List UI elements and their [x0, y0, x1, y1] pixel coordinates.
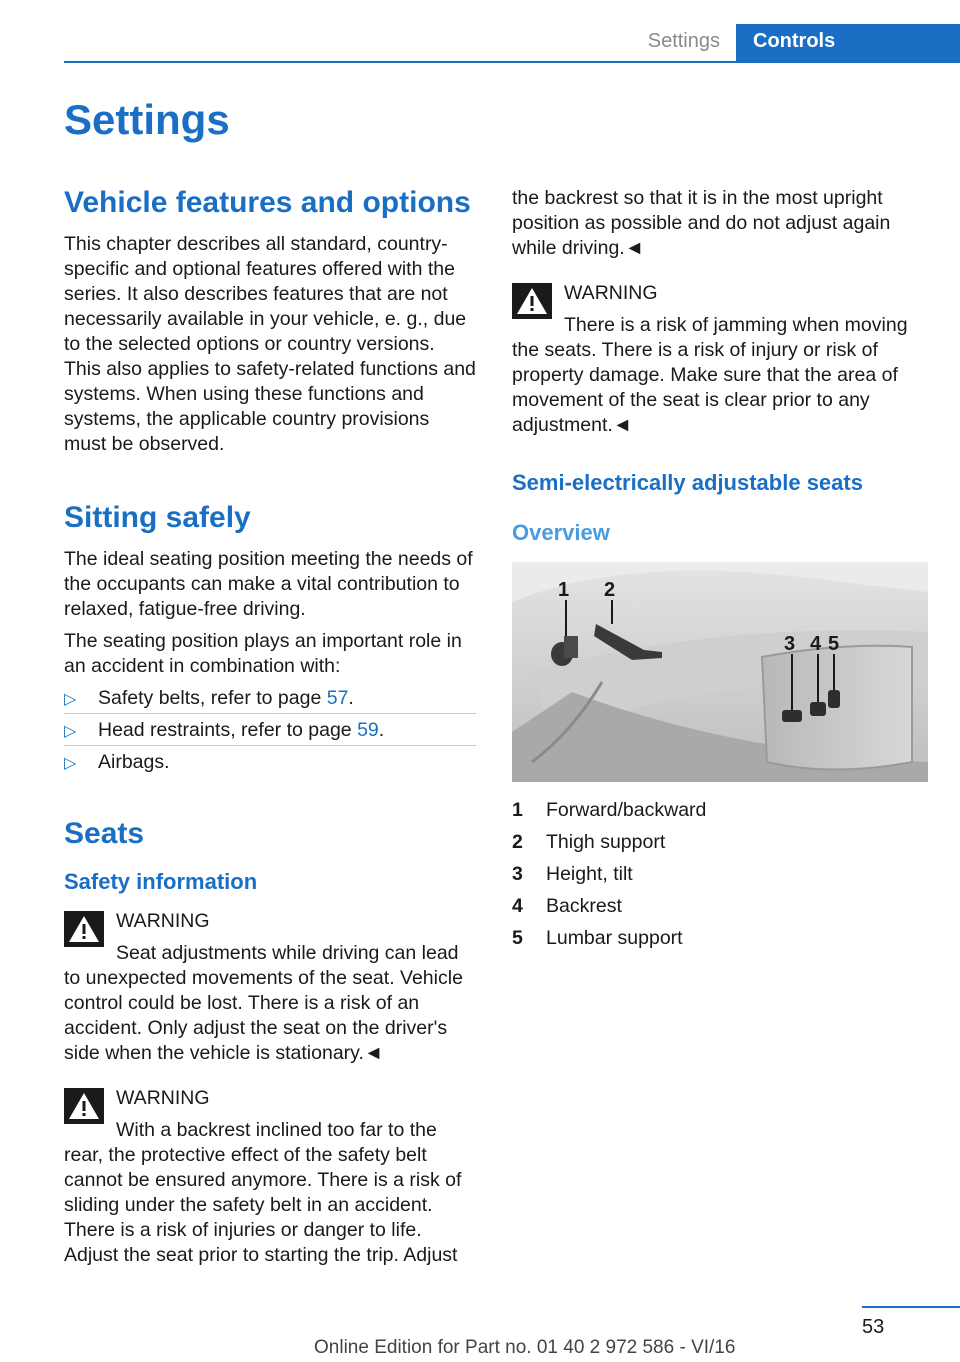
right-column — [512, 186, 928, 954]
warning-box — [64, 907, 476, 1066]
legend-item — [512, 826, 928, 858]
legend-label: Height, tilt — [546, 863, 633, 885]
page-title: Settings — [64, 96, 230, 143]
figure-label-2: 2 — [604, 579, 616, 601]
figure-label-5: 5 — [828, 633, 840, 655]
legend-number: 3 — [512, 863, 523, 885]
legend-label: Forward/backward — [546, 799, 707, 821]
triangle-bullet-icon: ▷ — [64, 755, 77, 772]
vehicle-features-heading: Vehicle features and options — [64, 186, 471, 219]
warning-title: WARNING — [564, 282, 658, 304]
header-section-label: Settings — [647, 30, 720, 52]
triangle-bullet-icon: ▷ — [64, 691, 77, 708]
warning-triangle-icon — [64, 911, 104, 947]
legend-label: Lumbar support — [546, 927, 683, 949]
seat-illustration — [512, 562, 928, 782]
edition-footer: Online Edition for Part no. 01 40 2 972 586 - VI/16 — [314, 1337, 736, 1358]
legend-number: 4 — [512, 895, 523, 917]
list-item: ▷ Head restraints, refer to page 59. — [64, 718, 476, 743]
semi-electric-seats-heading: Semi-electrically adjustable seats — [512, 470, 863, 495]
header-chapter-tab: Controls — [736, 24, 960, 62]
warning-body: With a backrest inclined too far to the rear, the protective effect of the safety belt cannot be ensured anymore. There is a risk of sliding under the safety belt in an accident. There is a risk of injuries or danger to life. Adjust the seat prior to starting the trip. Adjust — [64, 1119, 462, 1266]
warning-title: WARNING — [116, 910, 210, 932]
header-rule — [64, 61, 960, 63]
warning-body: There is a risk of jamming when moving the seats. There is a risk of injury or risk of property damage. Make sure that the area of movement of the seat is clear prior to any adjustment.◄ — [512, 314, 908, 436]
legend-item — [512, 890, 928, 922]
list-divider — [64, 745, 476, 746]
legend-number: 1 — [512, 799, 523, 821]
warning-body: Seat adjustments while driving can lead to unexpected movements of the seat. Vehicle control could be lost. There is a risk of an accident. Only adjust the seat on the driver's side when the vehicle is stationary.◄ — [64, 942, 463, 1064]
seats-heading: Seats — [64, 817, 145, 850]
figure-label-4: 4 — [810, 633, 822, 655]
legend-item — [512, 794, 928, 826]
warning-triangle-icon — [512, 283, 552, 319]
footer-rule — [862, 1306, 960, 1308]
warning-box — [64, 1084, 476, 1268]
warning-triangle-icon — [64, 1088, 104, 1124]
seat-controls-figure — [512, 562, 928, 782]
triangle-bullet-icon: ▷ — [64, 723, 77, 740]
figure-legend — [512, 794, 928, 954]
list-item: ▷ Airbags. — [64, 750, 476, 775]
sitting-safely-list — [64, 686, 476, 775]
sitting-safely-p2: The seating position plays an important role in an accident in combination with: — [64, 630, 462, 677]
page-link-59[interactable]: 59 — [357, 719, 379, 741]
legend-label: Backrest — [546, 895, 622, 917]
legend-label: Thigh support — [546, 831, 666, 853]
overview-heading: Overview — [512, 520, 610, 545]
legend-item — [512, 922, 928, 954]
left-column — [64, 186, 476, 1268]
page-link-57[interactable]: 57 — [326, 687, 349, 709]
list-divider — [64, 713, 476, 714]
safety-information-heading: Safety information — [64, 869, 258, 894]
sitting-safely-p1: The ideal seating position meeting the needs of the occupants can make a vital contribution to relaxed, fatigue-free driving. — [64, 548, 473, 620]
page-number: 53 — [862, 1316, 885, 1338]
warning-title: WARNING — [116, 1087, 210, 1109]
sitting-safely-heading: Sitting safely — [64, 501, 251, 534]
legend-item — [512, 858, 928, 890]
continuation-text: the backrest so that it is in the most upright position as possible and do not adjust again while driving.◄ — [512, 187, 891, 259]
page-header — [0, 24, 960, 62]
list-item: ▷ Safety belts, refer to page 57. — [64, 686, 476, 711]
vehicle-features-body: This chapter describes all standard, country-specific and optional features offered with the series. It also describes features that are not necessarily available in your vehicle, e. g., due to the selected options or country versions. This also applies to safety-related functions and systems. When using these functions and systems, the applicable country provisions must be observed. — [64, 233, 476, 455]
warning-box — [512, 279, 928, 438]
legend-number: 5 — [512, 927, 523, 949]
figure-label-3: 3 — [784, 633, 796, 655]
legend-number: 2 — [512, 831, 523, 853]
figure-label-1: 1 — [558, 579, 570, 601]
